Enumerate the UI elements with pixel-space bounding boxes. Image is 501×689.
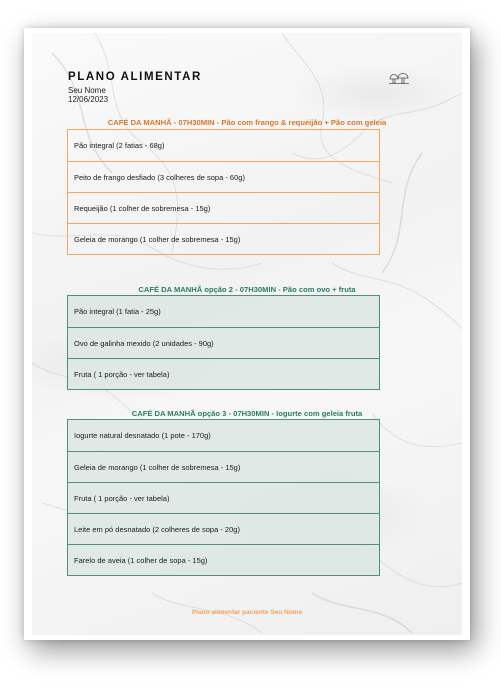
plan-title: PLANO ALIMENTAR (68, 71, 202, 83)
meal-3-item: Geleia de morango (1 colher de sobremesa - 15g) (68, 451, 379, 482)
meal-2-item: Ovo de galinha mexido (2 unidades - 90g) (68, 327, 379, 358)
meal-2-item: Fruta ( 1 porção - ver tabela) (68, 358, 379, 389)
meal-1-item: Pão integral (2 fatias - 68g) (74, 141, 165, 150)
meal-3-table (67, 419, 380, 576)
meal-3-item: Iogurte natural desnatado (1 pote - 170g) (74, 431, 211, 440)
meal-3-title: CAFÉ DA MANHÃ opção 3 - 07H30MIN - Iogurte com geleia fruta (131, 409, 363, 418)
meal-1-table (67, 129, 380, 255)
page-footer: Plano alimentar paciente Seu Nome (191, 609, 303, 616)
meal-3-item: Leite em pó desnatado (2 colheres de sopa - 20g) (68, 513, 379, 544)
meal-2-item: Pão integral (1 fatia - 25g) (74, 307, 161, 316)
meal-2-table (67, 295, 380, 390)
plan-date: 12/06/2023 (68, 95, 109, 104)
meal-1-item: Requeijão (1 colher de sobremesa - 15g) (68, 192, 379, 223)
patient-name: Seu Nome (68, 86, 106, 95)
meal-3-item: Fruta ( 1 porção - ver tabela) (68, 482, 379, 513)
meal-3-item: Farelo de aveia (1 colher de sopa - 15g) (68, 544, 379, 575)
meal-2-title: CAFÉ DA MANHÃ opção 2 - 07H30MIN - Pão com ovo + fruta (138, 285, 356, 294)
meal-1-item: Geleia de morango (1 colher de sobremesa - 15g) (68, 223, 379, 254)
document-page (32, 33, 462, 635)
mushroom-logo-icon (387, 70, 411, 86)
meal-1-item: Peito de frango desfiado (3 colheres de sopa - 60g) (68, 161, 379, 192)
meal-1-title: CAFÉ DA MANHÃ - 07H30MIN - Pão com frango & requeijão + Pão com geleia (107, 118, 387, 127)
